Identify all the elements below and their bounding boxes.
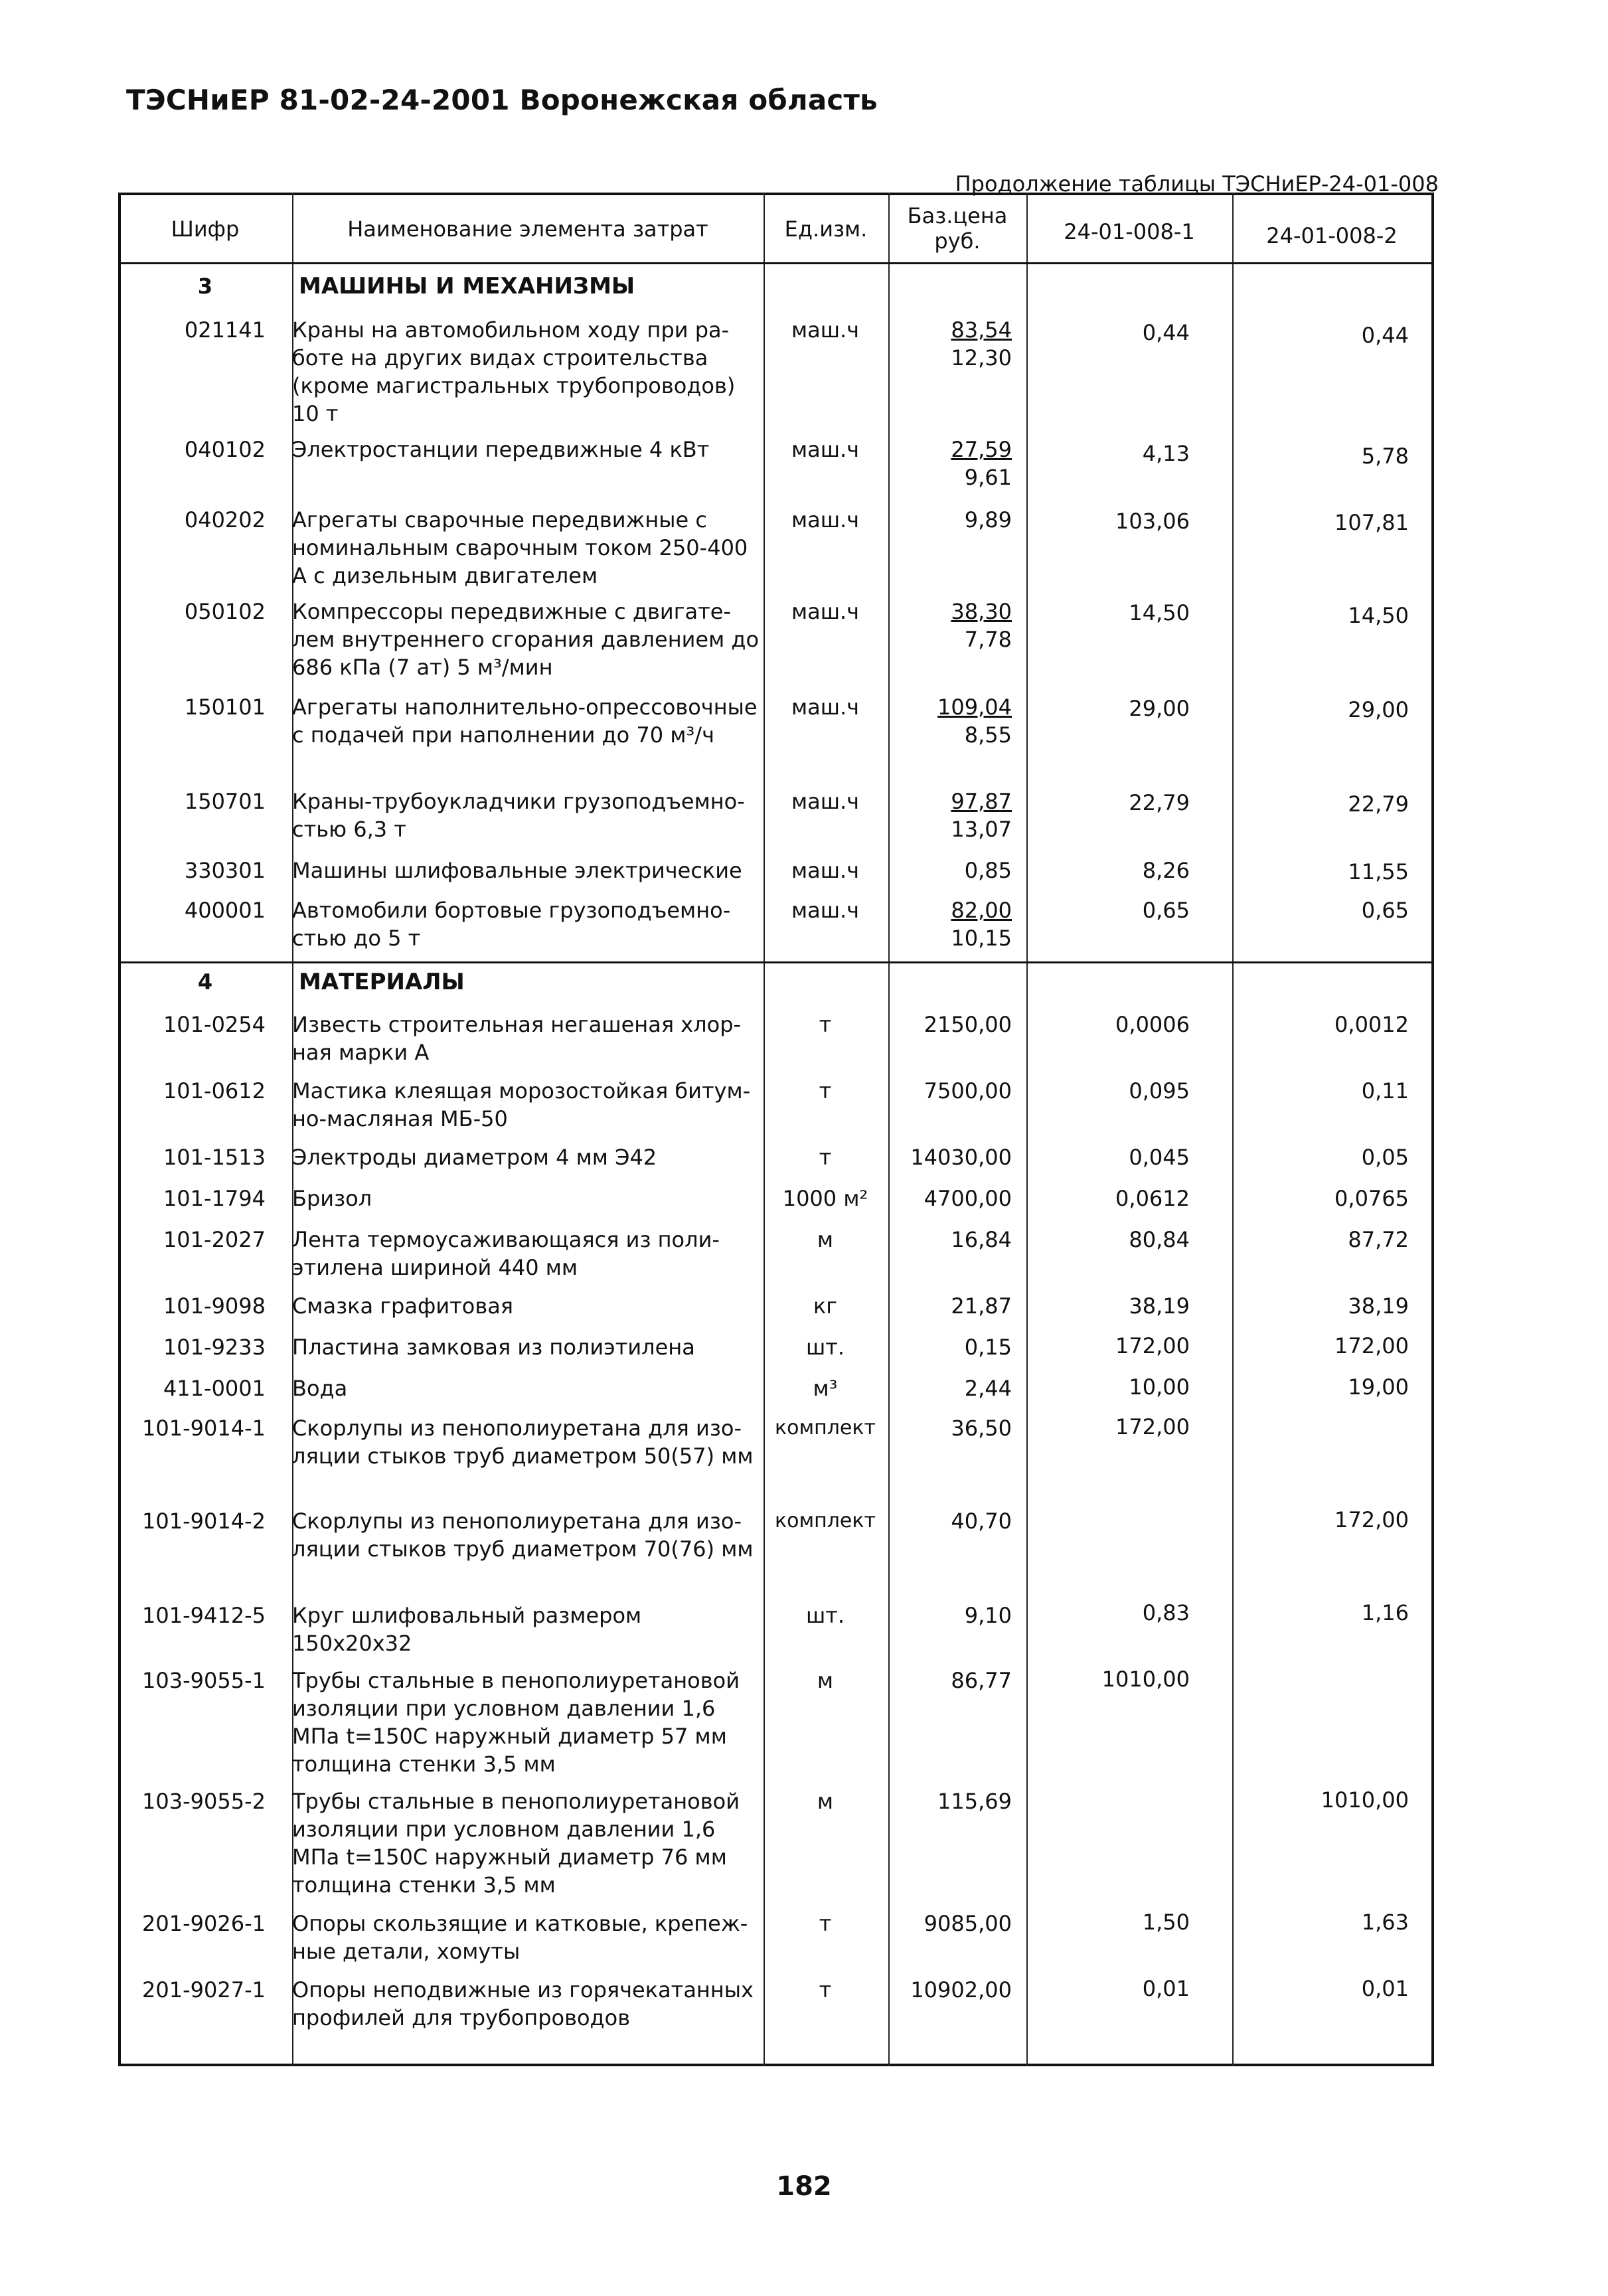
row-name [292,316,762,428]
row-name-line: 686 кПа (7 ат) 5 м³/мин [292,655,553,680]
column-divider [1232,193,1234,2066]
column-divider [1026,193,1028,2066]
row-name-line: ная марки А [292,1040,430,1065]
row-value-2: 0,11 [1361,1078,1409,1104]
row-code: 101-0612 [163,1078,266,1104]
row-name [292,1667,762,1778]
row-value-1: 10,00 [1129,1374,1190,1400]
row-name-line: Круг шлифовальный размером [292,1603,642,1628]
row-value-2: 0,65 [1361,898,1409,923]
row-value-1: 0,0612 [1115,1186,1190,1211]
row-name-line: профилей для трубопроводов [292,2005,631,2030]
row-unit: т [819,1911,832,1936]
row-price-total: 7500,00 [924,1078,1012,1104]
row-unit: маш.ч [791,695,860,720]
row-value-2: 172,00 [1334,1507,1409,1532]
row-price-total: 2,44 [964,1376,1012,1401]
row-price [965,1601,1012,1629]
row-name-line: Краны на автомобильном ходу при ра- [292,317,730,343]
row-price [951,787,1012,843]
row-name-line: Опоры неподвижные из горячекатанных [292,1977,754,2003]
column-divider [888,193,890,2066]
row-name-line: Мастика клеящая морозостойкая битум- [292,1078,751,1104]
row-price [965,506,1012,534]
row-name-line: Лента термоусаживающаяся из поли- [292,1227,720,1252]
row-code: 021141 [184,317,266,343]
section-title: МАШИНЫ И МЕХАНИЗМЫ [299,273,635,299]
row-value-1: 1,50 [1142,1910,1190,1935]
row-price-total: 4700,00 [924,1186,1012,1211]
page-number: 182 [776,2171,832,2202]
row-price [924,1077,1012,1105]
row-name-line: Машины шлифовальные электрические [292,858,742,883]
row-price [951,1507,1012,1535]
row-name-line: ляции стыков труб диаметром 50(57) мм [292,1443,754,1469]
section-number: 3 [197,274,213,299]
row-price [951,1292,1012,1320]
row-name-line: изоляции при условном давлении 1,6 [292,1696,716,1721]
row-name-line: Трубы стальные в пенополиуретановой [292,1668,740,1693]
row-unit: маш.ч [791,507,860,533]
row-price [951,1667,1012,1694]
row-name-line: Вода [292,1376,348,1401]
row-price [924,1011,1012,1038]
row-name [292,1414,762,1470]
row-name [292,1976,762,2032]
column-header-name: Наименование элемента затрат [347,216,708,242]
row-value-1: 0,095 [1129,1078,1190,1104]
row-name-line: 10 т [292,401,339,426]
row-code: 101-9412-5 [142,1603,266,1628]
row-name [292,787,762,843]
row-unit: т [819,1078,832,1104]
row-name [292,1787,762,1899]
row-name [292,1374,762,1402]
column-header-variant-2: 24-01-008-2 [1266,223,1398,248]
row-name-line: МПа t=150С наружный диаметр 57 мм [292,1724,727,1749]
row-value-1: 103,06 [1115,509,1190,534]
row-price [937,1787,1012,1815]
row-price [910,1143,1012,1171]
row-value-1: 0,0006 [1115,1012,1190,1037]
document-title: ТЭСНиЕР 81-02-24-2001 Воронежская область [126,84,878,116]
row-unit: т [819,1012,832,1037]
row-name-line: Бризол [292,1186,372,1211]
row-value-1: 8,26 [1142,858,1190,883]
row-price-total: 38,30 [951,599,1012,624]
row-value-1: 0,045 [1129,1145,1190,1170]
row-price-total: 115,69 [937,1789,1012,1814]
row-price [951,1414,1012,1442]
row-price-wage: 8,55 [964,722,1012,748]
row-name-line: толщина стенки 3,5 мм [292,1872,556,1898]
row-name-line: Электроды диаметром 4 мм Э42 [292,1145,657,1170]
row-code: 330301 [184,858,266,883]
row-price [965,857,1012,884]
row-unit: м [817,1227,834,1252]
row-code: 101-9014-2 [142,1509,266,1534]
row-name [292,896,762,952]
row-value-2: 1,63 [1361,1910,1409,1935]
row-name-line: с подачей при наполнении до 70 м³/ч [292,722,714,748]
row-price [910,1976,1012,2004]
row-price-total: 21,87 [951,1293,1012,1319]
row-price [965,1333,1012,1361]
row-name-line: Компрессоры передвижные с двигате- [292,599,731,624]
row-value-2: 0,44 [1361,323,1409,348]
row-name-line: этилена шириной 440 мм [292,1255,578,1280]
row-value-2: 172,00 [1334,1333,1409,1358]
row-price [965,1374,1012,1402]
row-code: 050102 [184,599,266,624]
row-name [292,1333,762,1361]
row-price-total: 2150,00 [924,1012,1012,1037]
row-name-line: но-масляная МБ-50 [292,1106,508,1131]
column-header-code: Шифр [171,216,240,242]
row-unit: м³ [813,1376,838,1401]
row-unit: т [819,1145,832,1170]
row-unit: комплект [775,1509,876,1532]
row-value-1: 1010,00 [1101,1667,1190,1692]
row-code: 040102 [184,437,266,462]
section-title: МАТЕРИАЛЫ [299,969,465,995]
row-code: 101-9233 [163,1335,266,1360]
row-price-total: 10902,00 [910,1977,1012,2003]
row-name [292,1507,762,1563]
row-name-line: Опоры скользящие и катковые, крепеж- [292,1911,748,1936]
row-price-total: 109,04 [937,695,1012,720]
row-code: 101-9098 [163,1293,266,1319]
row-price-total: 9,89 [964,507,1012,533]
row-unit: м [817,1668,834,1693]
column-header-price-line2: руб. [934,228,981,254]
row-value-1: 14,50 [1129,600,1190,625]
row-price [937,693,1012,749]
row-code: 103-9055-2 [142,1789,266,1814]
row-price-wage: 9,61 [964,465,1012,490]
row-name [292,598,762,681]
row-price [951,896,1012,952]
row-name-line: стью 6,3 т [292,817,406,842]
row-name [292,857,762,884]
row-name [292,506,762,590]
row-unit: 1000 м² [782,1186,868,1211]
row-unit: маш.ч [791,317,860,343]
column-header-unit: Ед.изм. [784,216,868,242]
row-price-total: 9,10 [964,1603,1012,1628]
row-value-2: 0,05 [1361,1145,1409,1170]
row-name-line: А с дизельным двигателем [292,563,598,588]
row-name [292,1601,762,1657]
row-value-2: 19,00 [1348,1374,1409,1400]
column-header-price [888,203,1026,254]
row-name-line: ные детали, хомуты [292,1939,521,1964]
row-unit: комплект [775,1416,876,1439]
row-name-line: ляции стыков труб диаметром 70(76) мм [292,1536,754,1562]
row-name-line: Краны-трубоукладчики грузоподъемно- [292,789,745,814]
row-price [924,1185,1012,1212]
row-code: 101-0254 [163,1012,266,1037]
column-divider [764,193,765,2066]
row-name-line: Известь строительная негашеная хлор- [292,1012,742,1037]
row-value-2: 5,78 [1361,444,1409,469]
row-value-2: 29,00 [1348,697,1409,722]
row-name-line: Пластина замковая из полиэтилена [292,1335,695,1360]
row-code: 150701 [184,789,266,814]
row-value-1: 0,83 [1142,1600,1190,1625]
row-name-line: боте на других видах строительства [292,345,708,370]
row-unit: маш.ч [791,898,860,923]
row-value-1: 0,65 [1142,898,1190,923]
row-value-1: 172,00 [1115,1414,1190,1439]
row-unit: маш.ч [791,858,860,883]
row-name-line: Электростанции передвижные 4 кВт [292,437,710,462]
row-price-total: 82,00 [951,898,1012,923]
row-value-1: 4,13 [1142,441,1190,466]
row-unit: т [819,1977,832,2003]
row-name [292,693,762,749]
row-price-total: 0,85 [964,858,1012,883]
row-name [292,1011,762,1066]
row-unit: м [817,1789,834,1814]
row-name-line: изоляции при условном давлении 1,6 [292,1817,716,1842]
row-unit: маш.ч [791,789,860,814]
row-code: 103-9055-1 [142,1668,266,1693]
header-rule [118,262,1434,264]
row-value-2: 0,0012 [1334,1012,1409,1037]
row-name [292,1292,762,1320]
row-value-1: 29,00 [1129,696,1190,721]
row-name-line: толщина стенки 3,5 мм [292,1752,556,1777]
row-name [292,1185,762,1212]
row-name-line: Смазка графитовая [292,1293,514,1319]
row-value-2: 0,0765 [1334,1186,1409,1211]
section-rule [118,961,1434,963]
row-code: 101-1794 [163,1186,266,1211]
row-name [292,1226,762,1281]
row-value-2: 38,19 [1348,1293,1409,1319]
row-unit: шт. [805,1335,845,1360]
row-code: 201-9027-1 [142,1977,266,2003]
row-price [951,436,1012,491]
row-price [951,316,1012,372]
column-header-price-line1: Баз.цена [907,203,1008,228]
row-name-line: Автомобили бортовые грузоподъемно- [292,898,731,923]
row-unit: шт. [805,1603,845,1628]
row-unit: маш.ч [791,437,860,462]
row-price-wage: 10,15 [951,926,1012,951]
row-value-2: 14,50 [1348,603,1409,628]
row-price-total: 86,77 [951,1668,1012,1693]
row-value-1: 0,01 [1142,1976,1190,2001]
row-value-1: 38,19 [1129,1293,1190,1319]
row-unit: маш.ч [791,599,860,624]
row-price-total: 40,70 [951,1509,1012,1534]
row-code: 400001 [184,898,266,923]
row-value-2: 0,01 [1361,1976,1409,2001]
row-unit: кг [813,1293,838,1319]
row-price-total: 27,59 [951,437,1012,462]
row-name-line: Скорлупы из пенополиуретана для изо- [292,1509,742,1534]
row-value-2: 107,81 [1334,510,1409,535]
column-header-variant-1: 24-01-008-1 [1064,219,1195,244]
row-name-line: стью до 5 т [292,926,421,951]
row-name-line: 150х20х32 [292,1631,412,1656]
row-price-total: 0,15 [964,1335,1012,1360]
row-code: 150101 [184,695,266,720]
row-value-2: 1,16 [1361,1600,1409,1625]
row-code: 101-9014-1 [142,1416,266,1441]
row-name-line: Агрегаты сварочные передвижные с [292,507,707,533]
row-price-total: 16,84 [951,1227,1012,1252]
row-value-2: 22,79 [1348,791,1409,817]
row-value-2: 11,55 [1348,859,1409,884]
row-name [292,436,762,463]
row-name [292,1910,762,1965]
row-price [924,1910,1012,1937]
row-name-line: МПа t=150С наружный диаметр 76 мм [292,1845,727,1870]
row-name-line: Скорлупы из пенополиуретана для изо- [292,1416,742,1441]
row-value-1: 80,84 [1129,1227,1190,1252]
row-name [292,1077,762,1133]
row-code: 411-0001 [163,1376,266,1401]
row-value-1: 172,00 [1115,1333,1190,1358]
row-code: 201-9026-1 [142,1911,266,1936]
row-code: 040202 [184,507,266,533]
row-name [292,1143,762,1171]
row-price-total: 36,50 [951,1416,1012,1441]
row-name-line: (кроме магистральных трубопроводов) [292,373,736,398]
row-code: 101-1513 [163,1145,266,1170]
row-value-1: 0,44 [1142,320,1190,345]
row-price-total: 83,54 [951,317,1012,343]
row-price-total: 97,87 [951,789,1012,814]
row-price-wage: 7,78 [964,627,1012,652]
row-price [951,598,1012,653]
row-price-total: 9085,00 [924,1911,1012,1936]
row-value-2: 87,72 [1348,1227,1409,1252]
row-price [951,1226,1012,1254]
row-value-2: 1010,00 [1321,1787,1409,1813]
row-value-1: 22,79 [1129,790,1190,815]
row-name-line: номинальным сварочным током 250-400 [292,535,748,560]
row-code: 101-2027 [163,1227,266,1252]
row-name-line: лем внутреннего сгорания давлением до [292,627,760,652]
section-number: 4 [197,969,213,995]
row-price-wage: 13,07 [951,817,1012,842]
table-continuation-caption: Продолжение таблицы ТЭСНиЕР-24-01-008 [955,171,1439,197]
row-name-line: Трубы стальные в пенополиуретановой [292,1789,740,1814]
row-name-line: Агрегаты наполнительно-опрессовочные [292,695,758,720]
row-price-total: 14030,00 [910,1145,1012,1170]
row-price-wage: 12,30 [951,345,1012,370]
